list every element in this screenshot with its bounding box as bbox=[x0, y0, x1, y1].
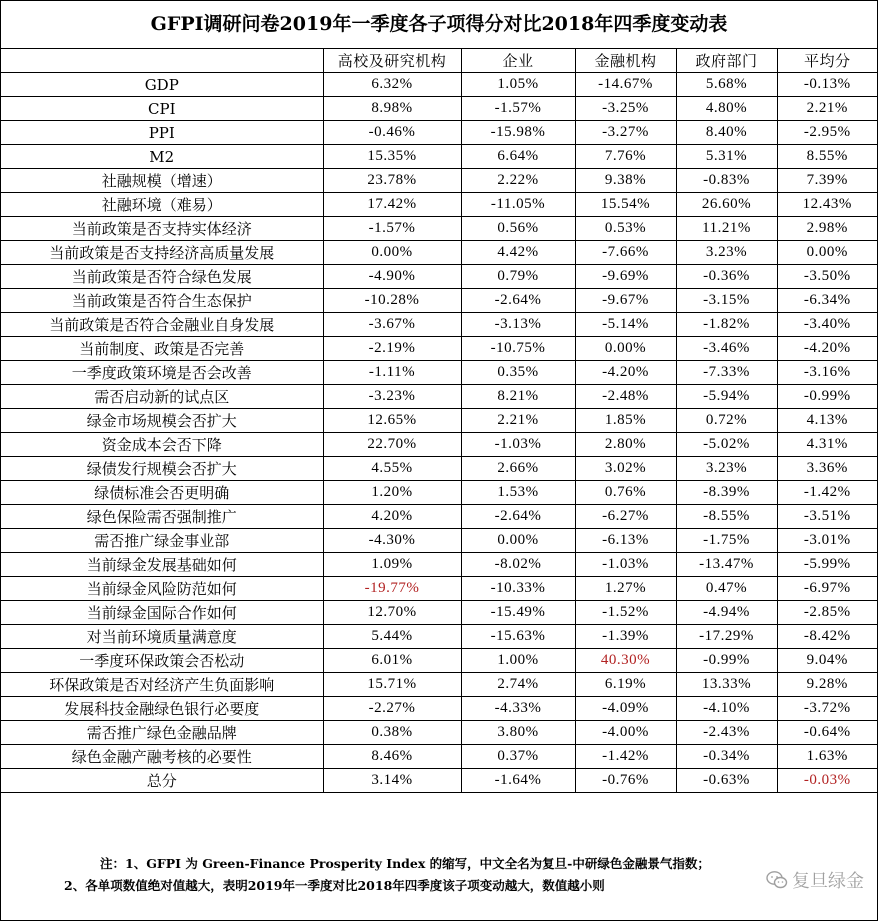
value-cell: -2.64% bbox=[461, 289, 575, 313]
value-cell: 0.56% bbox=[461, 217, 575, 241]
table-row bbox=[1, 121, 877, 145]
table-row bbox=[1, 265, 877, 289]
value-cell: -10.75% bbox=[461, 337, 575, 361]
row-label: 社融环境（难易） bbox=[1, 193, 323, 217]
value-cell: 2.80% bbox=[575, 433, 676, 457]
value-cell: -5.14% bbox=[575, 313, 676, 337]
value-cell: 15.35% bbox=[323, 145, 461, 169]
value-cell: -10.33% bbox=[461, 577, 575, 601]
row-label: 当前政策是否符合绿色发展 bbox=[1, 265, 323, 289]
value-cell: 0.00% bbox=[323, 241, 461, 265]
table-row bbox=[1, 313, 877, 337]
row-label: 当前制度、政策是否完善 bbox=[1, 337, 323, 361]
value-cell: -4.90% bbox=[323, 265, 461, 289]
value-cell: 4.55% bbox=[323, 457, 461, 481]
value-cell: -15.98% bbox=[461, 121, 575, 145]
value-cell: -6.13% bbox=[575, 529, 676, 553]
value-cell: 0.47% bbox=[676, 577, 777, 601]
row-label: 绿色金融产融考核的必要性 bbox=[1, 745, 323, 769]
value-cell: -2.48% bbox=[575, 385, 676, 409]
value-cell: -2.85% bbox=[777, 601, 877, 625]
watermark bbox=[766, 867, 864, 893]
value-cell: 7.76% bbox=[575, 145, 676, 169]
value-cell: 8.21% bbox=[461, 385, 575, 409]
value-cell: -1.82% bbox=[676, 313, 777, 337]
value-cell: 0.38% bbox=[323, 721, 461, 745]
value-cell: -0.99% bbox=[777, 385, 877, 409]
footnote-1: 注：1、GFPI 为 Green-Finance Prosperity Index 的缩写，中文全名为复旦-中研绿色金融景气指数； bbox=[100, 856, 710, 871]
value-cell: 5.31% bbox=[676, 145, 777, 169]
value-cell: -3.01% bbox=[777, 529, 877, 553]
table-row bbox=[1, 505, 877, 529]
value-cell: 0.00% bbox=[575, 337, 676, 361]
value-cell: 8.46% bbox=[323, 745, 461, 769]
value-cell: 2.66% bbox=[461, 457, 575, 481]
value-cell: 5.68% bbox=[676, 73, 777, 97]
table-row bbox=[1, 553, 877, 577]
row-label: M2 bbox=[1, 145, 323, 169]
value-cell: 6.19% bbox=[575, 673, 676, 697]
row-label: 需否推广绿色金融品牌 bbox=[1, 721, 323, 745]
value-cell: -0.76% bbox=[575, 769, 676, 793]
value-cell: -1.39% bbox=[575, 625, 676, 649]
value-cell: -6.34% bbox=[777, 289, 877, 313]
watermark-text: 复旦绿金 bbox=[792, 871, 864, 892]
table-row bbox=[1, 721, 877, 745]
page-title: GFPI调研问卷2019年一季度各子项得分对比2018年四季度变动表 bbox=[1, 1, 877, 49]
row-label: 当前政策是否支持经济高质量发展 bbox=[1, 241, 323, 265]
value-cell: 4.13% bbox=[777, 409, 877, 433]
value-cell: 5.44% bbox=[323, 625, 461, 649]
table-row bbox=[1, 697, 877, 721]
value-cell: 2.98% bbox=[777, 217, 877, 241]
value-cell: -1.75% bbox=[676, 529, 777, 553]
value-cell: 1.27% bbox=[575, 577, 676, 601]
value-cell: -3.67% bbox=[323, 313, 461, 337]
value-cell: 9.04% bbox=[777, 649, 877, 673]
value-cell: 1.05% bbox=[461, 73, 575, 97]
value-cell: 6.01% bbox=[323, 649, 461, 673]
value-cell: -19.77% bbox=[323, 577, 461, 601]
row-label: PPI bbox=[1, 121, 323, 145]
value-cell: -4.20% bbox=[575, 361, 676, 385]
table-row bbox=[1, 169, 877, 193]
table-row bbox=[1, 361, 877, 385]
header-cell: 政府部门 bbox=[676, 49, 777, 73]
value-cell: 9.38% bbox=[575, 169, 676, 193]
value-cell: 8.40% bbox=[676, 121, 777, 145]
row-label: 一季度环保政策会否松动 bbox=[1, 649, 323, 673]
value-cell: 4.20% bbox=[323, 505, 461, 529]
header-cell: 平均分 bbox=[777, 49, 877, 73]
header-cell bbox=[1, 49, 323, 73]
value-cell: -3.51% bbox=[777, 505, 877, 529]
wechat-icon bbox=[766, 870, 788, 890]
value-cell: -5.94% bbox=[676, 385, 777, 409]
value-cell: 12.70% bbox=[323, 601, 461, 625]
value-cell: 2.74% bbox=[461, 673, 575, 697]
row-label: 一季度政策环境是否会改善 bbox=[1, 361, 323, 385]
value-cell: -3.72% bbox=[777, 697, 877, 721]
value-cell: -2.43% bbox=[676, 721, 777, 745]
value-cell: -0.46% bbox=[323, 121, 461, 145]
value-cell: 8.98% bbox=[323, 97, 461, 121]
value-cell: -0.13% bbox=[777, 73, 877, 97]
value-cell: 0.53% bbox=[575, 217, 676, 241]
spacer-cell bbox=[1, 793, 877, 817]
table-row bbox=[1, 457, 877, 481]
value-cell: -1.42% bbox=[575, 745, 676, 769]
value-cell: -10.28% bbox=[323, 289, 461, 313]
value-cell: 15.54% bbox=[575, 193, 676, 217]
value-cell: -14.67% bbox=[575, 73, 676, 97]
value-cell: -3.50% bbox=[777, 265, 877, 289]
value-cell: 26.60% bbox=[676, 193, 777, 217]
value-cell: -1.42% bbox=[777, 481, 877, 505]
value-cell: -4.09% bbox=[575, 697, 676, 721]
value-cell: -2.95% bbox=[777, 121, 877, 145]
value-cell: -17.29% bbox=[676, 625, 777, 649]
table-row bbox=[1, 601, 877, 625]
value-cell: -0.63% bbox=[676, 769, 777, 793]
header-cell: 高校及研究机构 bbox=[323, 49, 461, 73]
table-row bbox=[1, 673, 877, 697]
row-label: 需否启动新的试点区 bbox=[1, 385, 323, 409]
value-cell: 23.78% bbox=[323, 169, 461, 193]
value-cell: 0.79% bbox=[461, 265, 575, 289]
table-row bbox=[1, 217, 877, 241]
table-row bbox=[1, 433, 877, 457]
row-label: 对当前环境质量满意度 bbox=[1, 625, 323, 649]
value-cell: -1.52% bbox=[575, 601, 676, 625]
table-row bbox=[1, 73, 877, 97]
value-cell: -0.64% bbox=[777, 721, 877, 745]
table-row bbox=[1, 529, 877, 553]
table-row bbox=[1, 481, 877, 505]
value-cell: -8.42% bbox=[777, 625, 877, 649]
value-cell: -0.36% bbox=[676, 265, 777, 289]
value-cell: -0.03% bbox=[777, 769, 877, 793]
value-cell: -3.40% bbox=[777, 313, 877, 337]
value-cell: -13.47% bbox=[676, 553, 777, 577]
value-cell: 1.00% bbox=[461, 649, 575, 673]
row-label: 当前绿金发展基础如何 bbox=[1, 553, 323, 577]
value-cell: 12.43% bbox=[777, 193, 877, 217]
value-cell: -3.46% bbox=[676, 337, 777, 361]
row-label: 当前绿金国际合作如何 bbox=[1, 601, 323, 625]
value-cell: -4.20% bbox=[777, 337, 877, 361]
value-cell: -7.33% bbox=[676, 361, 777, 385]
value-cell: -3.15% bbox=[676, 289, 777, 313]
row-label: 当前政策是否支持实体经济 bbox=[1, 217, 323, 241]
value-cell: -1.03% bbox=[461, 433, 575, 457]
value-cell: 3.23% bbox=[676, 241, 777, 265]
value-cell: 3.02% bbox=[575, 457, 676, 481]
value-cell: 0.37% bbox=[461, 745, 575, 769]
header-cell: 企业 bbox=[461, 49, 575, 73]
value-cell: -1.64% bbox=[461, 769, 575, 793]
value-cell: 0.76% bbox=[575, 481, 676, 505]
table-row bbox=[1, 769, 877, 793]
row-label: 环保政策是否对经济产生负面影响 bbox=[1, 673, 323, 697]
value-cell: 1.53% bbox=[461, 481, 575, 505]
row-label: CPI bbox=[1, 97, 323, 121]
row-label: 当前政策是否符合生态保护 bbox=[1, 289, 323, 313]
value-cell: 0.00% bbox=[461, 529, 575, 553]
spacer-row bbox=[1, 793, 877, 817]
value-cell: 2.21% bbox=[461, 409, 575, 433]
value-cell: 12.65% bbox=[323, 409, 461, 433]
value-cell: -4.00% bbox=[575, 721, 676, 745]
value-cell: -4.10% bbox=[676, 697, 777, 721]
value-cell: 4.31% bbox=[777, 433, 877, 457]
value-cell: -0.99% bbox=[676, 649, 777, 673]
value-cell: 0.00% bbox=[777, 241, 877, 265]
footnote-2: 2、各单项数值绝对值越大，表明2019年一季度对比2018年四季度该子项变动越大，数值越小则 bbox=[64, 878, 605, 893]
value-cell: 1.63% bbox=[777, 745, 877, 769]
value-cell: -2.27% bbox=[323, 697, 461, 721]
footnotes bbox=[0, 853, 876, 897]
value-cell: 9.28% bbox=[777, 673, 877, 697]
value-cell: -0.83% bbox=[676, 169, 777, 193]
table-row bbox=[1, 625, 877, 649]
value-cell: 6.32% bbox=[323, 73, 461, 97]
value-cell: 40.30% bbox=[575, 649, 676, 673]
value-cell: -0.34% bbox=[676, 745, 777, 769]
table-row bbox=[1, 193, 877, 217]
value-cell: 13.33% bbox=[676, 673, 777, 697]
value-cell: -4.30% bbox=[323, 529, 461, 553]
value-cell: 1.20% bbox=[323, 481, 461, 505]
value-cell: 4.80% bbox=[676, 97, 777, 121]
table-body bbox=[1, 73, 877, 817]
value-cell: 3.80% bbox=[461, 721, 575, 745]
value-cell: -8.02% bbox=[461, 553, 575, 577]
value-cell: 1.85% bbox=[575, 409, 676, 433]
value-cell: -11.05% bbox=[461, 193, 575, 217]
value-cell: -3.13% bbox=[461, 313, 575, 337]
value-cell: 3.36% bbox=[777, 457, 877, 481]
table-row bbox=[1, 289, 877, 313]
value-cell: -1.11% bbox=[323, 361, 461, 385]
value-cell: 2.22% bbox=[461, 169, 575, 193]
value-cell: -6.27% bbox=[575, 505, 676, 529]
value-cell: -1.57% bbox=[461, 97, 575, 121]
value-cell: -3.16% bbox=[777, 361, 877, 385]
value-cell: 1.09% bbox=[323, 553, 461, 577]
row-label: 社融规模（增速） bbox=[1, 169, 323, 193]
value-cell: 3.14% bbox=[323, 769, 461, 793]
value-cell: 22.70% bbox=[323, 433, 461, 457]
value-cell: -6.97% bbox=[777, 577, 877, 601]
value-cell: -15.49% bbox=[461, 601, 575, 625]
value-cell: 8.55% bbox=[777, 145, 877, 169]
value-cell: 4.42% bbox=[461, 241, 575, 265]
value-cell: 11.21% bbox=[676, 217, 777, 241]
table-row bbox=[1, 385, 877, 409]
value-cell: -2.19% bbox=[323, 337, 461, 361]
value-cell: 15.71% bbox=[323, 673, 461, 697]
row-label: 绿债发行规模会否扩大 bbox=[1, 457, 323, 481]
table-row bbox=[1, 97, 877, 121]
value-cell: -1.57% bbox=[323, 217, 461, 241]
value-cell: -8.55% bbox=[676, 505, 777, 529]
table-row bbox=[1, 577, 877, 601]
change-table bbox=[1, 49, 877, 816]
value-cell: -5.02% bbox=[676, 433, 777, 457]
value-cell: -3.25% bbox=[575, 97, 676, 121]
table-row bbox=[1, 241, 877, 265]
value-cell: 3.23% bbox=[676, 457, 777, 481]
value-cell: 2.21% bbox=[777, 97, 877, 121]
row-label: GDP bbox=[1, 73, 323, 97]
value-cell: -9.67% bbox=[575, 289, 676, 313]
row-label: 当前政策是否符合金融业自身发展 bbox=[1, 313, 323, 337]
value-cell: -2.64% bbox=[461, 505, 575, 529]
table-row bbox=[1, 409, 877, 433]
header-row bbox=[1, 49, 877, 73]
value-cell: 6.64% bbox=[461, 145, 575, 169]
row-label: 需否推广绿金事业部 bbox=[1, 529, 323, 553]
table-row bbox=[1, 649, 877, 673]
value-cell: 0.72% bbox=[676, 409, 777, 433]
row-label: 绿金市场规模会否扩大 bbox=[1, 409, 323, 433]
row-label: 绿色保险需否强制推广 bbox=[1, 505, 323, 529]
value-cell: 17.42% bbox=[323, 193, 461, 217]
table-row bbox=[1, 145, 877, 169]
value-cell: -3.23% bbox=[323, 385, 461, 409]
value-cell: 0.35% bbox=[461, 361, 575, 385]
value-cell: -3.27% bbox=[575, 121, 676, 145]
value-cell: -4.94% bbox=[676, 601, 777, 625]
header-cell: 金融机构 bbox=[575, 49, 676, 73]
value-cell: -7.66% bbox=[575, 241, 676, 265]
row-label: 资金成本会否下降 bbox=[1, 433, 323, 457]
value-cell: -9.69% bbox=[575, 265, 676, 289]
row-label: 总分 bbox=[1, 769, 323, 793]
value-cell: 7.39% bbox=[777, 169, 877, 193]
value-cell: -4.33% bbox=[461, 697, 575, 721]
row-label: 绿债标准会否更明确 bbox=[1, 481, 323, 505]
value-cell: -1.03% bbox=[575, 553, 676, 577]
table-row bbox=[1, 745, 877, 769]
table-row bbox=[1, 337, 877, 361]
value-cell: -15.63% bbox=[461, 625, 575, 649]
value-cell: -8.39% bbox=[676, 481, 777, 505]
value-cell: -5.99% bbox=[777, 553, 877, 577]
row-label: 发展科技金融绿色银行必要度 bbox=[1, 697, 323, 721]
row-label: 当前绿金风险防范如何 bbox=[1, 577, 323, 601]
